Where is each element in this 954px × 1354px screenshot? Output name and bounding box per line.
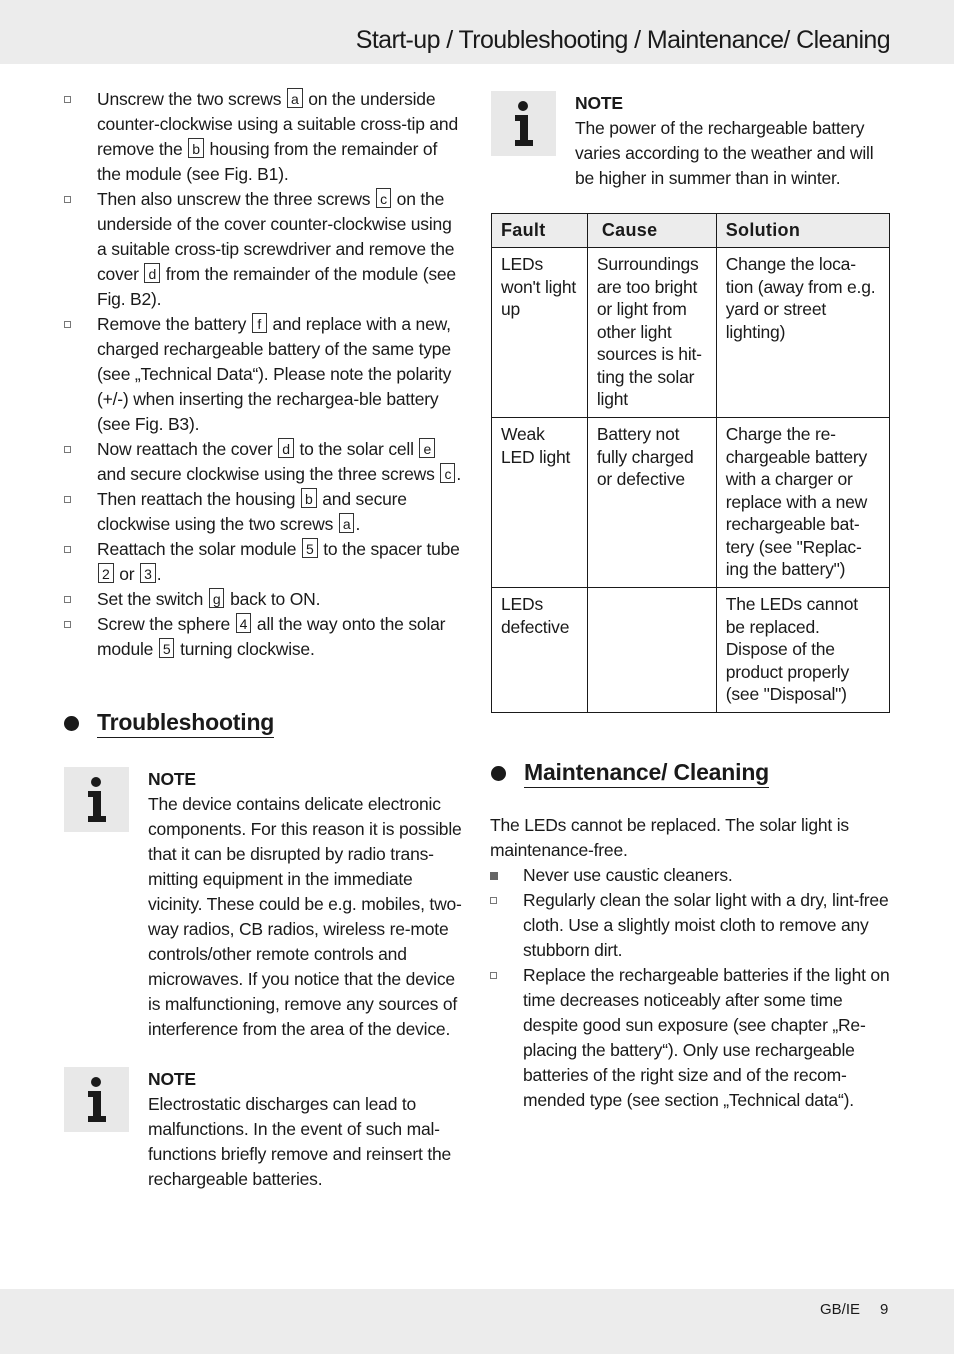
- part-reference-box: g: [209, 588, 225, 608]
- maintenance-intro: The LEDs cannot be replaced. The solar light is maintenance-free.: [490, 815, 849, 860]
- interference-note-body: [148, 767, 468, 1042]
- list-item: [64, 487, 464, 537]
- note-text: The device contains delicate electronic components. For this reason it is possible that it can be disrupted by radio trans-mitting equipment in the immediate vicinity. These could be e.g. mobiles, two-way radios, CB radios, wireless re-mote controls/other remote controls and microwaves. If you notice that the device is malfunctioning, remove any sources of interference from the area of the device.: [148, 794, 462, 1039]
- page-footer: [0, 1289, 954, 1354]
- part-reference-box: 3: [140, 563, 156, 583]
- list-item-text: housing from the remainder of the module (see Fig. B1).: [97, 139, 438, 184]
- maintenance-heading-label: Maintenance/ Cleaning: [524, 759, 769, 788]
- part-reference-box: e: [419, 438, 435, 458]
- checkbox-bullet-icon: [64, 446, 71, 453]
- bullet-dot-icon: [491, 766, 506, 781]
- list-item-text: Unscrew the two screws: [97, 89, 286, 109]
- filled-square-bullet-icon: [490, 872, 498, 880]
- list-item-text: back to ON.: [225, 589, 321, 609]
- troubleshooting-heading: [64, 709, 274, 738]
- list-item-text: .: [456, 464, 462, 484]
- table-cell-cause: Surroundings are too bright or light from other light sources is hit-ting the solar light: [587, 248, 716, 418]
- part-reference-box: b: [301, 488, 317, 508]
- part-reference-box: a: [287, 88, 303, 108]
- part-reference-box: f: [252, 313, 267, 333]
- table-cell-solution: Change the loca-tion (away from e.g. yard or street lighting): [716, 248, 889, 418]
- table-cell-fault: LEDs defective: [492, 588, 588, 713]
- column-header-cause: Cause: [587, 214, 716, 248]
- list-item-text: Replace the rechargeable batteries if the light on time decreases noticeably after some time despite good sun exposure (see chapter „Re-placing the battery“). Only use rechargeable batteries of the right size and of the recom-mended type (see section „Technical data“).: [523, 965, 890, 1110]
- part-reference-box: b: [188, 138, 204, 158]
- bullet-dot-icon: [64, 716, 79, 731]
- list-item: [490, 863, 890, 888]
- checkbox-bullet-icon: [64, 496, 71, 503]
- startup-steps-list: [64, 87, 464, 662]
- list-item-text: Screw the sphere: [97, 614, 235, 634]
- table-cell-solution: The LEDs cannot be replaced. Dispose of the product properly (see "Disposal"): [716, 588, 889, 713]
- table-row: [492, 418, 890, 588]
- table-header-row: [492, 214, 890, 248]
- list-item-text: to the spacer tube: [318, 539, 460, 559]
- list-item-text: Regularly clean the solar light with a dry, lint-free cloth. Use a slightly moist cloth to remove any stubborn dirt.: [523, 890, 889, 960]
- note-title: NOTE: [148, 769, 196, 789]
- page-number: 9: [880, 1301, 889, 1318]
- list-item-text: and secure clockwise using the two screws: [97, 489, 407, 534]
- part-reference-box: a: [339, 513, 355, 533]
- list-item: [64, 587, 464, 612]
- list-item-text: from the remainder of the module (see Fig. B2).: [97, 264, 456, 309]
- list-item-text: turning clockwise.: [175, 639, 315, 659]
- part-reference-box: 2: [98, 563, 114, 583]
- part-reference-box: 5: [302, 538, 318, 558]
- checkbox-bullet-icon: [64, 321, 71, 328]
- note-title: NOTE: [575, 93, 623, 113]
- checkbox-bullet-icon: [64, 596, 71, 603]
- part-reference-box: d: [144, 263, 160, 283]
- table-cell-fault: LEDs won't light up: [492, 248, 588, 418]
- list-item-text: on the underside of the cover counter-clockwise using a suitable cross-tip screwdriver and remove the cover: [97, 189, 455, 284]
- maintenance-list: [490, 863, 890, 1113]
- maintenance-section: [490, 813, 890, 1113]
- table-row: [492, 248, 890, 418]
- fault-table: [491, 213, 890, 713]
- list-item-text: Then reattach the housing: [97, 489, 300, 509]
- list-item-text: to the solar cell: [294, 439, 419, 459]
- troubleshooting-heading-label: Troubleshooting: [97, 709, 274, 738]
- list-item-text: on the underside counter-clockwise using a suitable cross-tip and remove the: [97, 89, 458, 159]
- footer-region: GB/IE: [820, 1301, 861, 1318]
- note-text: Electrostatic discharges can lead to malfunctions. In the event of such mal-functions briefly remove and reinsert the rechargeable batteries.: [148, 1094, 452, 1189]
- part-reference-box: c: [376, 188, 391, 208]
- list-item-text: Never use caustic cleaners.: [523, 865, 733, 885]
- list-item-text: Then also unscrew the three screws: [97, 189, 375, 209]
- checkbox-bullet-icon: [64, 621, 71, 628]
- info-icon: [64, 767, 129, 832]
- list-item: [64, 187, 464, 312]
- list-item-text: Remove the battery: [97, 314, 251, 334]
- checkbox-bullet-icon: [64, 196, 71, 203]
- checkbox-bullet-icon: [64, 546, 71, 553]
- page-header: [0, 0, 954, 64]
- checkbox-bullet-icon: [490, 972, 497, 979]
- table-cell-fault: Weak LED light: [492, 418, 588, 588]
- checkbox-bullet-icon: [64, 96, 71, 103]
- list-item: [64, 87, 464, 187]
- checkbox-bullet-icon: [490, 897, 497, 904]
- table-row: [492, 588, 890, 713]
- part-reference-box: 4: [236, 613, 252, 633]
- column-header-solution: Solution: [716, 214, 889, 248]
- list-item-text: .: [355, 514, 361, 534]
- list-item-text: and secure clockwise using the three screws: [97, 464, 440, 484]
- list-item: [64, 312, 464, 437]
- part-reference-box: d: [278, 438, 294, 458]
- table-cell-cause: [587, 588, 716, 713]
- list-item-text: Reattach the solar module: [97, 539, 301, 559]
- column-header-fault: Fault: [492, 214, 588, 248]
- list-item: [64, 437, 464, 487]
- list-item-text: or: [114, 564, 140, 584]
- list-item: [64, 612, 464, 662]
- list-item-text: Now reattach the cover: [97, 439, 278, 459]
- electrostatic-note-body: [148, 1067, 468, 1192]
- info-icon: [64, 1067, 129, 1132]
- list-item: [490, 888, 890, 963]
- note-title: NOTE: [148, 1069, 196, 1089]
- note-text: The power of the rechargeable battery varies according to the weather and will be higher in summer than in winter.: [575, 118, 874, 188]
- list-item: [64, 537, 464, 587]
- maintenance-heading: [491, 759, 769, 788]
- list-item: [490, 963, 890, 1113]
- list-item-text: Set the switch: [97, 589, 208, 609]
- battery-note-body: [575, 91, 895, 191]
- startup-steps-column: [64, 87, 464, 662]
- part-reference-box: c: [440, 463, 455, 483]
- info-icon: [491, 91, 556, 156]
- part-reference-box: 5: [159, 638, 175, 658]
- page-title: Start-up / Troubleshooting / Maintenance/ Cleaning: [355, 26, 890, 54]
- table-cell-cause: Battery not fully charged or defective: [587, 418, 716, 588]
- table-cell-solution: Charge the re-chargeable battery with a charger or replace with a new rechargeable bat-tery (see "Replac-ing the battery"): [716, 418, 889, 588]
- list-item-text: and replace with a new, charged rechargeable battery of the same type (see „Technical Data“). Please note the polarity (+/-) when inserting the rechargea-ble battery (see Fig. B3).: [97, 314, 452, 434]
- list-item-text: all the way onto the solar module: [97, 614, 446, 659]
- list-item-text: .: [156, 564, 162, 584]
